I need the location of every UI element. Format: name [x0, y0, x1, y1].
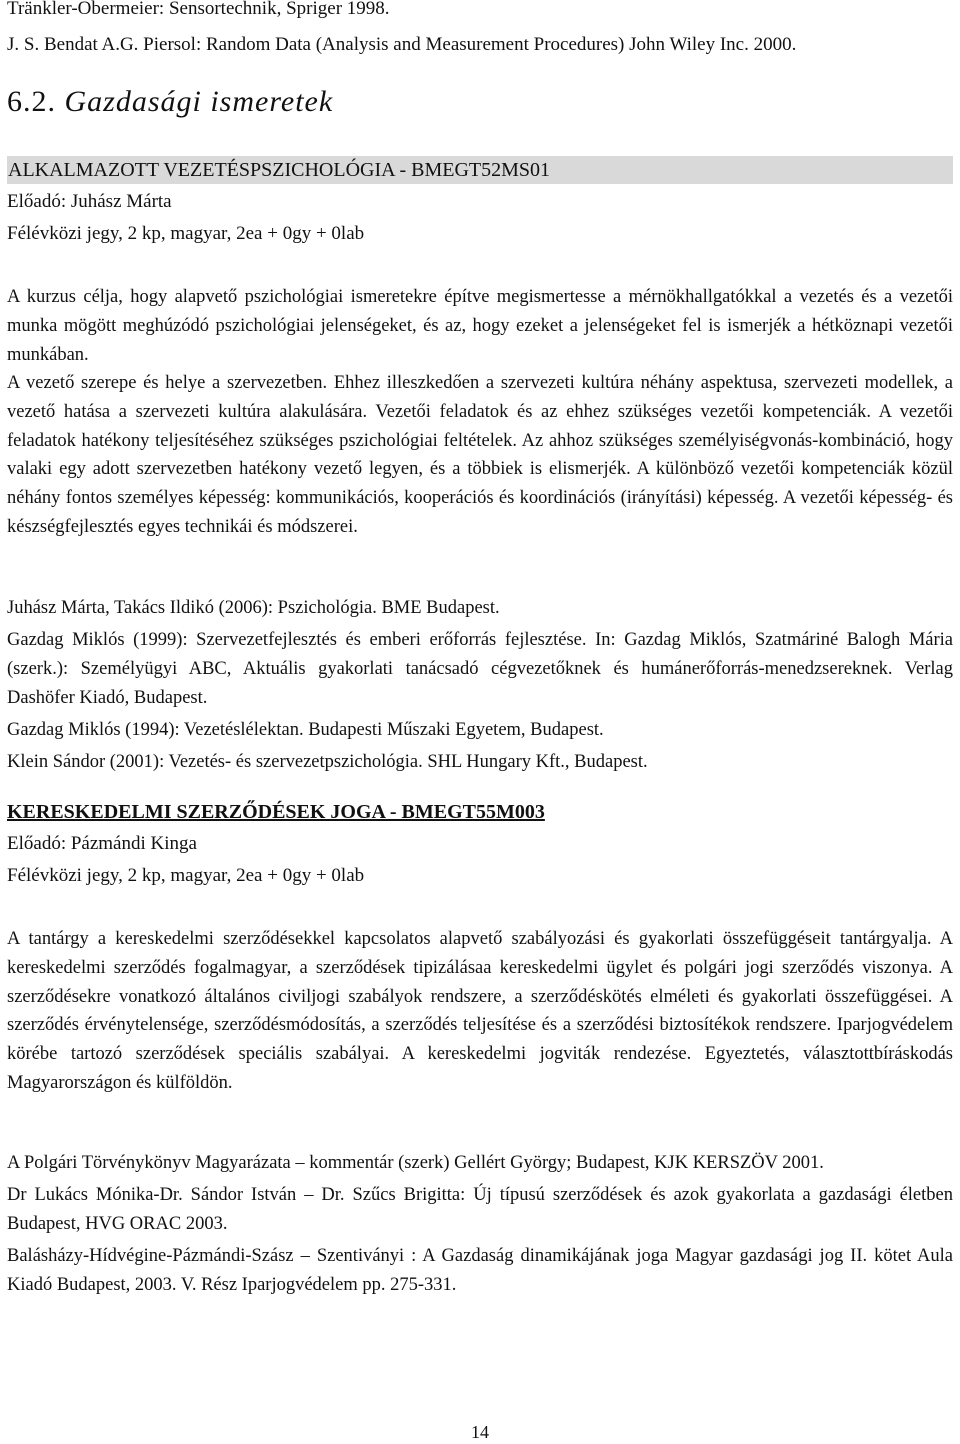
course-2-description: A tantárgy a kereskedelmi szerződésekkel kapcsolatos alapvető szabályozási és gyakorlati összefüggéseit tantárgyalja. A kereskedelmi szerződés fogalmagyar, a szerződések tipizálásaa kereskedelmi ügylet és polgári jogi szerződés viszonya. A szerződésekre vonatkozó általános civiljogi szabályok rendszere, a szerződéskötés elméleti és gyakorlati összefüggései. A szerződés érvénytelensége, szerződésmódosítás, a szerződés teljesítése és a szerződési biztosítékok rendszere. Iparjogvédelem körébe tartozó szerződések speciális szabályai. A kereskedelmi jogviták rendezése. Egyeztetés, választottbíráskodás Magyarországon és külföldön. [7, 929, 953, 1093]
course-2-title: KERESKEDELMI SZERZŐDÉSEK JOGA - BMEGT55M003 [7, 801, 545, 823]
top-reference-2: J. S. Bendat A.G. Piersol: Random Data (Analysis and Measurement Procedures) John Wiley Inc. 2000. [7, 34, 797, 55]
course-1-references [7, 594, 953, 780]
course-2-ref-2: Dr Lukács Mónika-Dr. Sándor István – Dr. Szűcs Brigitta: Új típusú szerződések és azok gyakorlata a gazdasági életben Budapest, HVG ORAC 2003. [7, 1185, 953, 1234]
course-2-ref-3: Balásházy-Hídvégine-Pázmándi-Szász – Szentiványi : A Gazdaság dinamikájának joga Magyar gazdasági jog II. kötet Aula Kiadó Budapest, 2003. V. Rész Iparjogvédelem pp. 275-331. [7, 1246, 953, 1295]
course-1-info: Félévközi jegy, 2 kp, magyar, 2ea + 0gy + 0lab [7, 223, 365, 244]
course-1-ref-4: Klein Sándor (2001): Vezetés- és szervezetpszichológia. SHL Hungary Kft., Budapest. [7, 752, 648, 772]
course-1-ref-2: Gazdag Miklós (1999): Szervezetfejlesztés és emberi erőforrás fejlesztése. In: Gazdag Miklós, Szatmáriné Balogh Mária (szerk.): Személyügyi ABC, Aktuális gyakorlati tanácsadó cégvezetőknek és humánerőforrás-menedzsereknek. Verlag Dashöfer Kiadó, Budapest. [7, 630, 953, 708]
section-number: 6.2. [7, 85, 56, 118]
course-2-ref-1: A Polgári Törvénykönyv Magyarázata – kommentár (szerk) Gellért György; Budapest, KJK KERSZÖV 2001. [7, 1153, 824, 1173]
course-1-description: A kurzus célja, hogy alapvető pszichológiai ismeretekre építve megismertesse a mérnökhallgatókkal a vezetés és a vezetői munka mögött meghúzódó pszichológiai jelenségeket, és az, hogy ezeket a jelenségeket fel is ismerjék a hétköznapi vezetői munkában. [7, 287, 953, 365]
top-reference-1: Tränkler-Obermeier: Sensortechnik, Spriger 1998. [7, 0, 390, 19]
course-1-ref-3: Gazdag Miklós (1994): Vezetéslélektan. Budapesti Műszaki Egyetem, Budapest. [7, 720, 604, 740]
course-1-topics: A vezető szerepe és helye a szervezetben. Ehhez illeszkedően a szervezeti kultúra néhány aspektusa, szervezeti modellek, a vezető hatása a szervezeti kultúra alakulására. Vezetői feladatok és az ehhez szükséges vezetői kompetenciák. A vezetői feladatok hatékony teljesítéséhez szükséges pszichológiai feltételek. Az ahhoz szükséges személyiségvonás-kombináció, hogy valaki egy adott szervezetben hatékony vezető legyen, és a többiek is elismerjék. A különböző vezetői kompetenciák közül néhány fontos személyes képesség: kommunikációs, kooperációs és koordinációs (irányítási) képesség. A vezetői képesség- és készségfejlesztés egyes technikái és módszerei. [7, 373, 953, 537]
course-1-ref-1: Juhász Márta, Takács Ildikó (2006): Pszichológia. BME Budapest. [7, 598, 500, 618]
section-heading [7, 84, 953, 120]
course-2-info: Félévközi jegy, 2 kp, magyar, 2ea + 0gy + 0lab [7, 865, 365, 886]
course-2-references [7, 1149, 953, 1303]
page-number: 14 [471, 1422, 489, 1442]
course-1-title: ALKALMAZOTT VEZETÉSPSZICHOLÓGIA - BMEGT52MS01 [7, 156, 953, 184]
course-2-lecturer: Előadó: Pázmándi Kinga [7, 833, 197, 854]
section-title: Gazdasági ismeretek [64, 85, 334, 118]
course-1-lecturer: Előadó: Juhász Márta [7, 191, 172, 212]
